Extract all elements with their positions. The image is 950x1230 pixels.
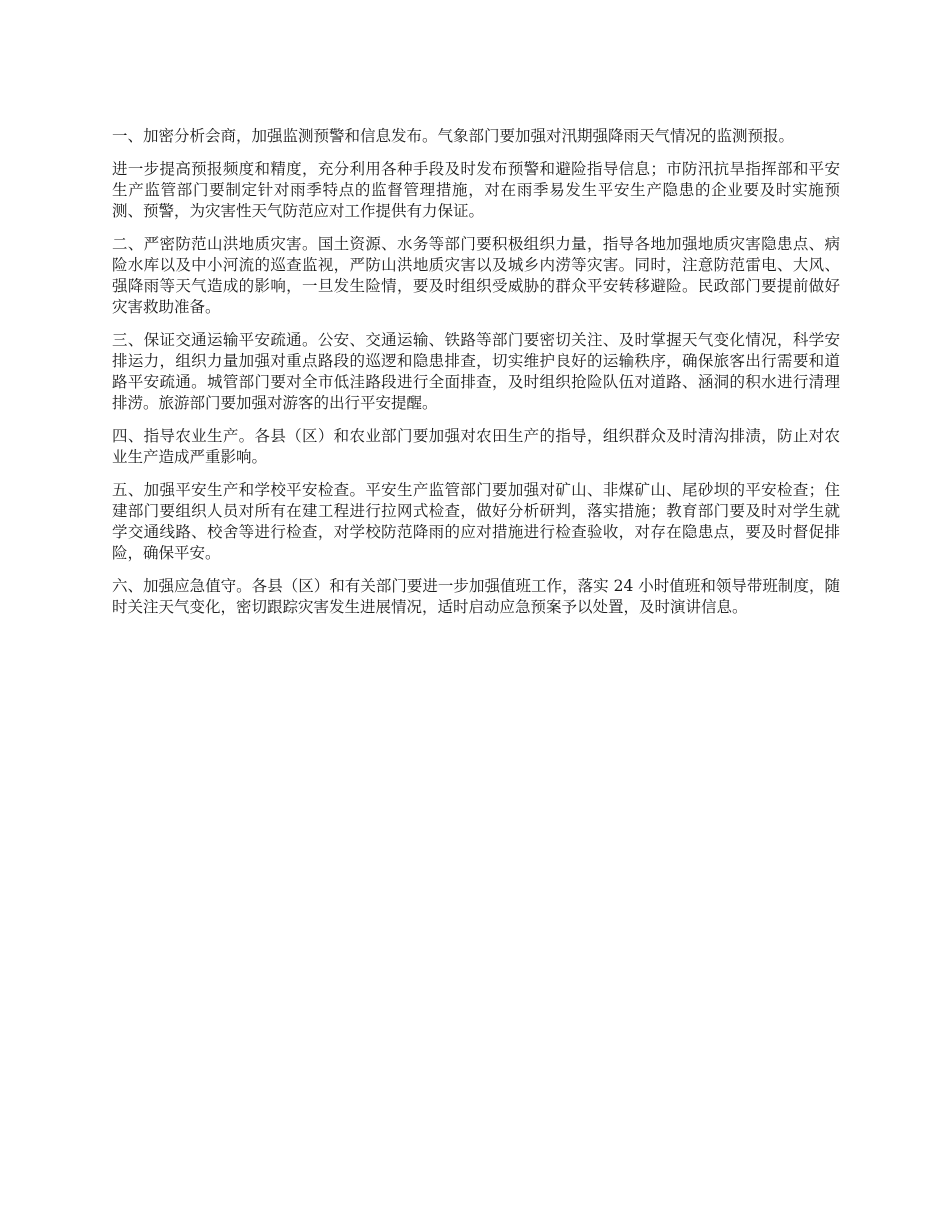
document-body [112, 126, 840, 630]
paragraph-geological-hazards: 二、严密防范山洪地质灾害。国土资源、水务等部门要积极组织力量，指导各地加强地质灾害隐患点、病险水库以及中小河流的巡查监视，严防山洪地质灾害以及城乡内涝等灾害。同时，注意防范雷电、大风、强降雨等天气造成的影响，一旦发生险情，要及时组织受威胁的群众平安转移避险。民政部门要提前做好灾害救助准备。 [112, 235, 840, 316]
paragraph-monitoring: 一、加密分析会商，加强监测预警和信息发布。气象部门要加强对汛期强降雨天气情况的监测预报。 [112, 127, 795, 145]
paragraph-safety-inspection: 五、加强平安生产和学校平安检查。平安生产监管部门要加强对矿山、非煤矿山、尾砂坝的平安检查；住建部门要组织人员对所有在建工程进行拉网式检查，做好分析研判，落实措施；教育部门要及时对学生就学交通线路、校舍等进行检查，对学校防范降雨的应对措施进行检查验收，对存在隐患点，要及时督促排险，确保平安。 [112, 481, 840, 562]
paragraph-traffic-safety: 三、保证交通运输平安疏通。公安、交通运输、铁路等部门要密切关注、及时掌握天气变化情况，科学安排运力，组织力量加强对重点路段的巡逻和隐患排查，切实维护良好的运输秩序，确保旅客出行需要和道路平安疏通。城管部门要对全市低洼路段进行全面排查，及时组织抢险队伍对道路、涵洞的积水进行清理排涝。旅游部门要加强对游客的出行平安提醒。 [112, 331, 840, 412]
paragraph-agriculture: 四、指导农业生产。各县（区）和农业部门要加强对农田生产的指导，组织群众及时清沟排渍，防止对农业生产造成严重影响。 [112, 427, 840, 466]
paragraph-forecast: 进一步提高预报频度和精度，充分利用各种手段及时发布预警和避险指导信息；市防汛抗旱指挥部和平安生产监管部门要制定针对雨季特点的监督管理措施，对在雨季易发生平安生产隐患的企业要及时实施预测、预警，为灾害性天气防范应对工作提供有力保证。 [112, 160, 840, 220]
paragraph-emergency-duty: 六、加强应急值守。各县（区）和有关部门要进一步加强值班工作，落实 24 小时值班和领导带班制度，随时关注天气变化，密切跟踪灾害发生进展情况，适时启动应急预案予以处置，及时演讲信息。 [112, 577, 840, 616]
